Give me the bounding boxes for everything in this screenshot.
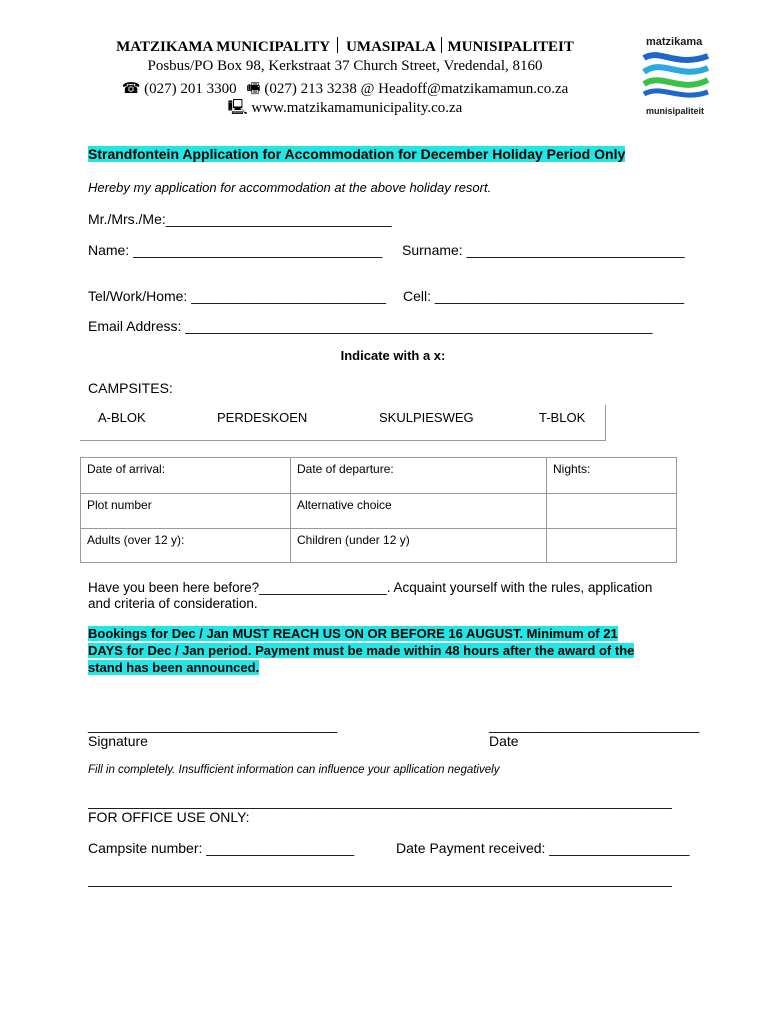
payment-date-field[interactable]: Date Payment received: __________________	[396, 840, 690, 856]
municipality-title	[0, 37, 730, 56]
bookings-notice	[88, 625, 634, 676]
campsites-box	[80, 405, 606, 441]
municipality-logo	[640, 36, 712, 118]
fill-in-note: Fill in completely. Insufficient information can influence your apllication negatively	[88, 764, 500, 776]
been-here-question-cont: and criteria of consideration.	[88, 596, 258, 611]
nights-cell[interactable]: Nights:	[547, 458, 677, 494]
campsite-option-skulpiesweg[interactable]: SKULPIESWEG	[379, 410, 474, 425]
bookings-notice-line: stand has been announced.	[88, 660, 260, 675]
fax-number: (027) 213 3238	[264, 81, 357, 97]
bottom-divider: ___________________________________________________________________________	[88, 871, 672, 887]
bookings-notice-line: Bookings for Dec / Jan MUST REACH US ON OR BEFORE 16 AUGUST. Minimum of 21	[88, 626, 618, 641]
title-divider	[441, 37, 442, 53]
logo-waves-icon	[640, 50, 712, 100]
surname-field[interactable]: Surname: ____________________________	[402, 242, 685, 258]
title-divider	[337, 37, 338, 53]
empty-cell[interactable]	[547, 529, 677, 563]
signature-label: Signature	[88, 733, 148, 749]
date-arrival-cell[interactable]: Date of arrival:	[81, 458, 291, 494]
phone-icon: ☎	[121, 81, 141, 97]
bookings-notice-line: DAYS for Dec / Jan period. Payment must be made within 48 hours after the award of the	[88, 643, 635, 658]
cell-field[interactable]: Cell: ________________________________	[403, 288, 685, 304]
form-intro: Hereby my application for accommodation at the above holiday resort.	[88, 180, 492, 195]
indicate-instruction: Indicate with a x:	[340, 348, 446, 363]
form-heading: Strandfontein Application for Accommodation for December Holiday Period Only	[88, 146, 626, 162]
date-departure-cell[interactable]: Date of departure:	[291, 458, 547, 494]
office-use-label: FOR OFFICE USE ONLY:	[88, 809, 250, 825]
website-url: www.matzikamamunicipality.co.za	[251, 100, 463, 116]
title-part-english: MATZIKAMA MUNICIPALITY	[116, 39, 330, 55]
email-address: @ Headoff@matzikamamun.co.za	[360, 81, 569, 97]
campsites-label: CAMPSITES:	[88, 380, 173, 396]
been-here-question[interactable]: Have you been here before?_________________. Acquaint yourself with the rules, application	[88, 580, 653, 595]
postal-address: Posbus/PO Box 98, Kerkstraat 37 Church Street, Vredendal, 8160	[147, 58, 543, 74]
alternative-choice-cell[interactable]: Alternative choice	[291, 494, 547, 529]
campsite-option-perdeskoen[interactable]: PERDESKOEN	[217, 410, 308, 425]
booking-table	[80, 457, 677, 563]
plot-number-cell[interactable]: Plot number	[81, 494, 291, 529]
phone-number: (027) 201 3300	[144, 81, 237, 97]
date-label: Date	[489, 733, 519, 749]
email-field[interactable]: Email Address: ____________________________________________________________	[88, 318, 653, 334]
website-line	[0, 97, 730, 122]
title-part-afrikaans: MUNISIPALITEIT	[447, 39, 574, 55]
campsite-option-a-blok[interactable]: A-BLOK	[98, 410, 146, 425]
date-line[interactable]: ___________________________	[489, 717, 700, 733]
title-field[interactable]: Mr./Mrs./Me:_____________________________	[88, 211, 392, 227]
campsite-number-field[interactable]: Campsite number: ___________________	[88, 840, 355, 856]
fax-icon: 🖷	[246, 81, 261, 97]
campsite-option-t-blok[interactable]: T-BLOK	[539, 410, 586, 425]
title-part-xhosa: UMASIPALA	[346, 39, 435, 55]
logo-top-text: matzikama	[646, 36, 703, 48]
name-field[interactable]: Name: ________________________________	[88, 242, 383, 258]
logo-bottom-text: munisipaliteit	[646, 106, 705, 116]
tel-field[interactable]: Tel/Work/Home: _________________________	[88, 288, 386, 304]
children-cell[interactable]: Children (under 12 y)	[291, 529, 547, 563]
office-divider: ___________________________________________________________________________	[88, 793, 672, 809]
empty-cell[interactable]	[547, 494, 677, 529]
signature-line[interactable]: ________________________________	[88, 717, 338, 733]
globe-icon: 🖳	[227, 100, 248, 116]
adults-cell[interactable]: Adults (over 12 y):	[81, 529, 291, 563]
